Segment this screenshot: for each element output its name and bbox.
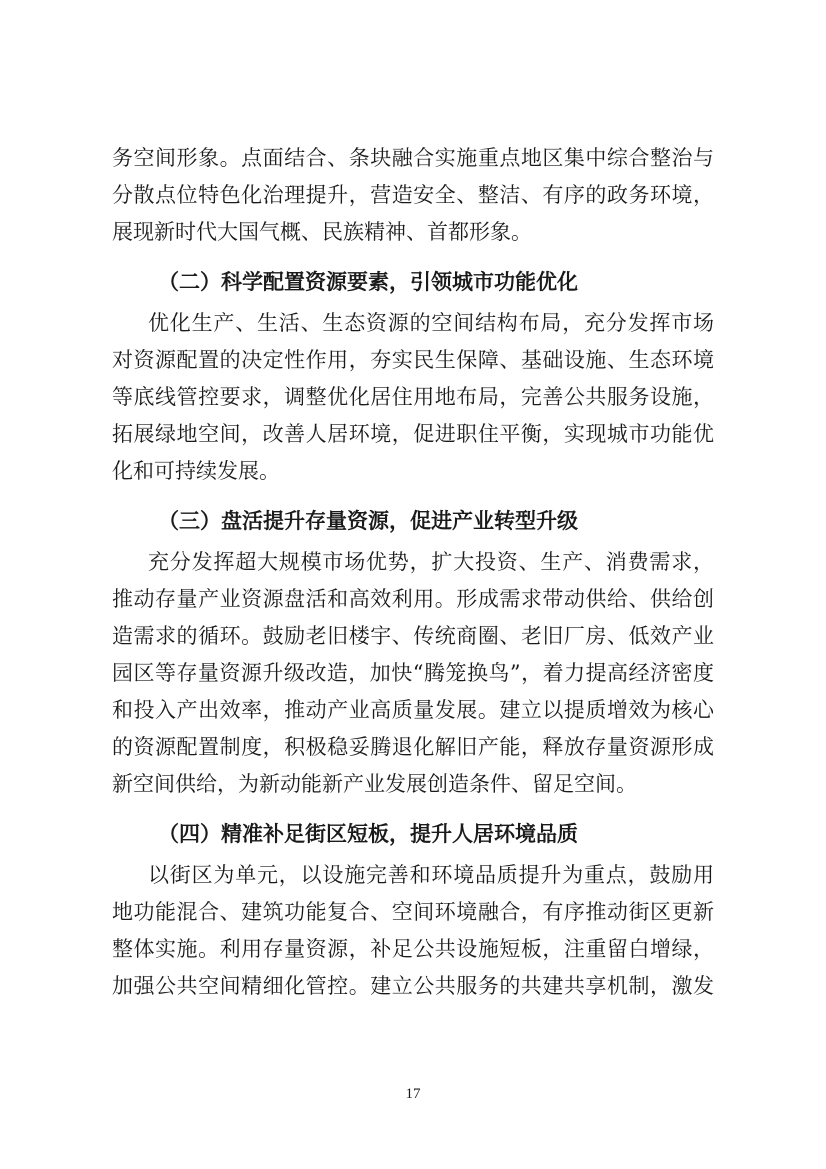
text-line: 推动存量产业资源盘活和高效利用。形成需求带动供给、供给创 xyxy=(112,587,714,611)
section-heading: （四）精准补足街区短板，提升人居环境品质 xyxy=(158,822,578,846)
text-line: 和投入产出效率，推动产业高质量发展。建立以提质增效为核心 xyxy=(112,698,714,722)
text-line: 分散点位特色化治理提升，营造安全、整洁、有序的政务环境， xyxy=(112,183,714,207)
text-line: 园区等存量资源升级改造，加快“腾笼换鸟”，着力提高经济密度 xyxy=(112,661,714,685)
text-line: 充分发挥超大规模市场优势，扩大投资、生产、消费需求， xyxy=(148,550,714,574)
text-line: 新空间供给，为新动能新产业发展创造条件、留足空间。 xyxy=(112,772,637,796)
page-number: 17 xyxy=(405,1086,421,1102)
text-line: 造需求的循环。鼓励老旧楼宇、传统商圈、老旧厂房、低效产业 xyxy=(112,624,714,648)
text-line: 对资源配置的决定性作用，夯实民生保障、基础设施、生态环境 xyxy=(112,348,714,372)
text-line: 务空间形象。点面结合、条块融合实施重点地区集中综合整治与 xyxy=(112,146,714,170)
paragraph xyxy=(112,140,714,251)
section-heading: （三）盘活提升存量资源，促进产业转型升级 xyxy=(158,509,578,533)
text-line: 展现新时代大国气概、民族精神、首都形象。 xyxy=(112,220,532,244)
text-line: 地功能混合、建筑功能复合、空间环境融合，有序推动街区更新 xyxy=(112,900,714,924)
text-line: 整体实施。利用存量资源，补足公共设施短板，注重留白增绿， xyxy=(112,937,714,961)
text-line: 的资源配置制度，积极稳妥腾退化解旧产能，释放存量资源形成 xyxy=(112,735,714,759)
paragraph xyxy=(112,305,714,490)
text-line: 优化生产、生活、生态资源的空间结构布局，充分发挥市场 xyxy=(148,311,714,335)
text-line: 以街区为单元，以设施完善和环境品质提升为重点，鼓励用 xyxy=(148,863,714,887)
paragraph xyxy=(112,857,714,1005)
text-line: 加强公共空间精细化管控。建立公共服务的共建共享机制，激发 xyxy=(112,974,714,998)
paragraph xyxy=(112,544,714,803)
document-body xyxy=(112,140,714,1005)
text-line: 等底线管控要求，调整优化居住用地布局，完善公共服务设施， xyxy=(112,385,714,409)
section-heading: （二）科学配置资源要素，引领城市功能优化 xyxy=(158,270,578,294)
text-line: 拓展绿地空间，改善人居环境，促进职住平衡，实现城市功能优 xyxy=(112,422,714,446)
text-line: 化和可持续发展。 xyxy=(112,459,280,483)
